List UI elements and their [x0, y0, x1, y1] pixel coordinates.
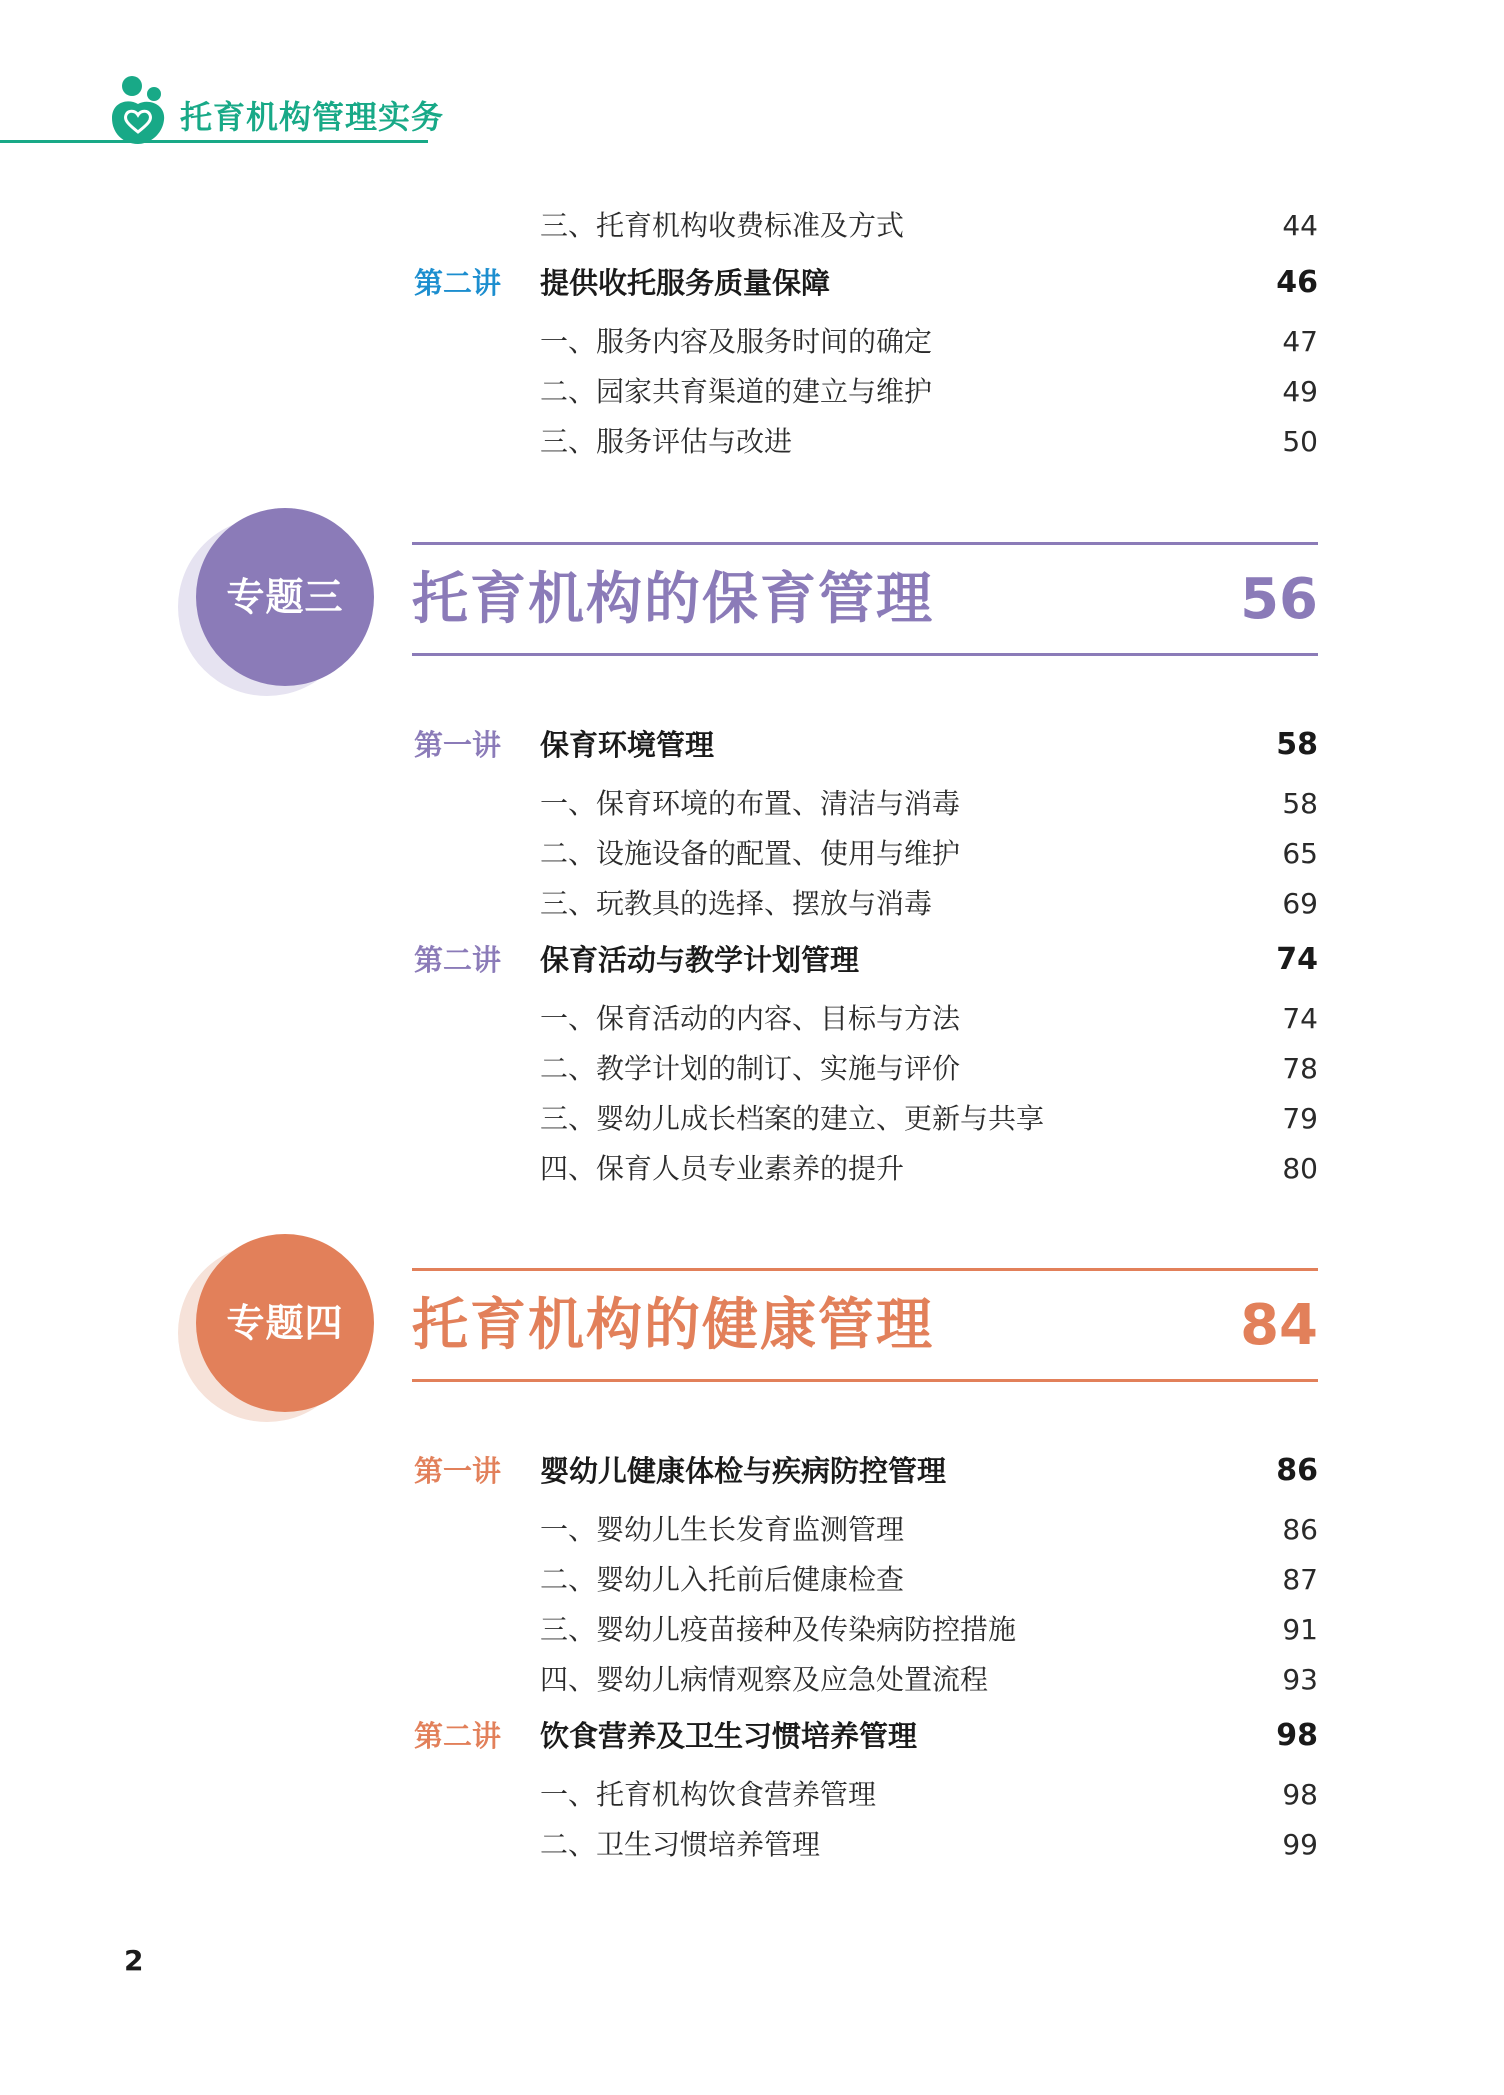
- toc-entry-page: 69: [1282, 887, 1318, 920]
- mother-child-logo-icon: [108, 74, 170, 146]
- toc-entry-label: 一、服务内容及服务时间的确定: [540, 325, 933, 358]
- toc-lecture-row[interactable]: [0, 258, 1504, 308]
- toc-entry-page: 58: [1282, 787, 1318, 820]
- toc-entry-label: 四、婴幼儿病情观察及应急处置流程: [540, 1663, 989, 1696]
- toc-row[interactable]: [0, 1094, 1504, 1144]
- topic-page: 84: [1240, 1293, 1318, 1358]
- toc-entry-page: 91: [1282, 1613, 1318, 1646]
- topic-4-header[interactable]: [0, 1226, 1504, 1426]
- toc-entry-label: 二、园家共育渠道的建立与维护: [540, 375, 933, 408]
- toc-entry-page: 80: [1282, 1152, 1318, 1185]
- toc-entry-page: 78: [1282, 1052, 1318, 1085]
- toc-entry-page: 99: [1282, 1828, 1318, 1861]
- toc-entry-page: 87: [1282, 1563, 1318, 1596]
- topic-page: 56: [1240, 567, 1318, 632]
- lecture-page: 58: [1276, 727, 1318, 762]
- toc-entry-page: 93: [1282, 1663, 1318, 1696]
- lecture-number: 第一讲: [414, 1454, 502, 1488]
- header-rule: [0, 140, 428, 143]
- toc-entry-label: 三、婴幼儿成长档案的建立、更新与共享: [540, 1102, 1045, 1135]
- toc-entry-page: 47: [1282, 325, 1318, 358]
- toc-entry-label: 一、保育活动的内容、目标与方法: [540, 1002, 961, 1035]
- topic-bottom-rule: [412, 653, 1318, 656]
- toc-row[interactable]: [0, 317, 1504, 367]
- toc-row[interactable]: [0, 879, 1504, 929]
- toc-row[interactable]: [0, 994, 1504, 1044]
- toc-entry-label: 二、卫生习惯培养管理: [540, 1828, 821, 1861]
- toc-entry-page: 44: [1282, 209, 1318, 242]
- toc-lecture-row[interactable]: [0, 1446, 1504, 1496]
- topic-top-rule: [412, 1268, 1318, 1271]
- topic-badge-label: 专题三: [226, 575, 344, 619]
- topic-title: 托育机构的保育管理: [412, 567, 934, 632]
- lecture-title: 婴幼儿健康体检与疾病防控管理: [540, 1454, 947, 1488]
- lecture-page: 98: [1276, 1718, 1318, 1753]
- toc-entry-label: 二、设施设备的配置、使用与维护: [540, 837, 961, 870]
- page-header: [0, 0, 445, 150]
- toc-entry-page: 65: [1282, 837, 1318, 870]
- toc-lecture-row[interactable]: [0, 935, 1504, 985]
- topic-bottom-rule: [412, 1379, 1318, 1382]
- toc-entry-page: 49: [1282, 375, 1318, 408]
- toc-row[interactable]: [0, 201, 1504, 251]
- toc-lecture-row[interactable]: [0, 1711, 1504, 1761]
- topic-title: 托育机构的健康管理: [412, 1293, 934, 1358]
- toc-entry-label: 四、保育人员专业素养的提升: [540, 1152, 905, 1185]
- toc-entry-page: 79: [1282, 1102, 1318, 1135]
- lecture-title: 保育活动与教学计划管理: [540, 943, 860, 977]
- toc-entry-label: 一、托育机构饮食营养管理: [540, 1778, 877, 1811]
- toc-entry-label: 三、婴幼儿疫苗接种及传染病防控措施: [540, 1613, 1017, 1646]
- toc-entry-label: 二、婴幼儿入托前后健康检查: [540, 1563, 905, 1596]
- lecture-number: 第二讲: [414, 266, 502, 300]
- toc-entry-label: 一、保育环境的布置、清洁与消毒: [540, 787, 961, 820]
- toc-entry-page: 98: [1282, 1778, 1318, 1811]
- toc-entry-page: 74: [1282, 1002, 1318, 1035]
- toc-entry-label: 三、托育机构收费标准及方式: [540, 209, 905, 242]
- page-number: 2: [124, 1944, 144, 1977]
- toc-row[interactable]: [0, 1144, 1504, 1194]
- toc-entry-label: 一、婴幼儿生长发育监测管理: [540, 1513, 905, 1546]
- toc-row[interactable]: [0, 829, 1504, 879]
- toc-row[interactable]: [0, 1655, 1504, 1705]
- toc-row[interactable]: [0, 367, 1504, 417]
- toc-row[interactable]: [0, 1605, 1504, 1655]
- topic-badge: [196, 1234, 374, 1412]
- toc-row[interactable]: [0, 779, 1504, 829]
- toc-entry-label: 三、玩教具的选择、摆放与消毒: [540, 887, 933, 920]
- lecture-page: 46: [1276, 265, 1318, 300]
- lecture-page: 86: [1276, 1453, 1318, 1488]
- toc-entry-page: 50: [1282, 425, 1318, 458]
- lecture-number: 第二讲: [414, 1719, 502, 1753]
- topic-badge-label: 专题四: [226, 1301, 344, 1345]
- toc-row[interactable]: [0, 1555, 1504, 1605]
- lecture-title: 提供收托服务质量保障: [540, 266, 831, 300]
- toc-row[interactable]: [0, 1770, 1504, 1820]
- topic-badge: [196, 508, 374, 686]
- lecture-number: 第一讲: [414, 728, 502, 762]
- lecture-page: 74: [1276, 942, 1318, 977]
- lecture-title: 保育环境管理: [540, 728, 715, 762]
- toc-entry-page: 86: [1282, 1513, 1318, 1546]
- lecture-title: 饮食营养及卫生习惯培养管理: [540, 1719, 918, 1753]
- lecture-number: 第二讲: [414, 943, 502, 977]
- toc-row[interactable]: [0, 1044, 1504, 1094]
- toc-row[interactable]: [0, 417, 1504, 467]
- topic-3-header[interactable]: [0, 500, 1504, 700]
- toc-row[interactable]: [0, 1820, 1504, 1870]
- toc-row[interactable]: [0, 1505, 1504, 1555]
- toc-entry-label: 三、服务评估与改进: [540, 425, 793, 458]
- topic-top-rule: [412, 542, 1318, 545]
- book-title: 托育机构管理实务: [180, 98, 445, 136]
- toc-lecture-row[interactable]: [0, 720, 1504, 770]
- toc-entry-label: 二、教学计划的制订、实施与评价: [540, 1052, 961, 1085]
